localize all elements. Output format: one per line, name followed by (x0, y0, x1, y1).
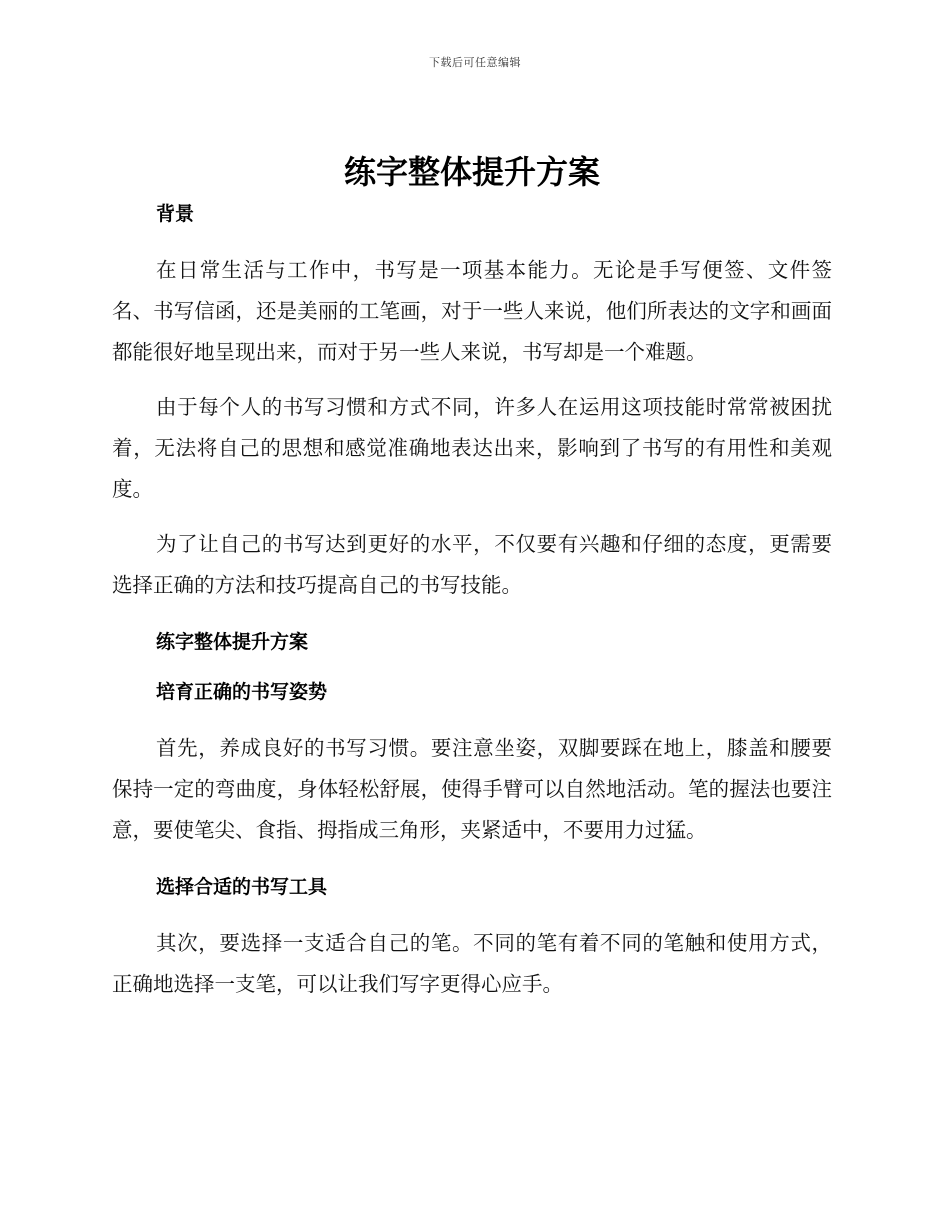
section-heading-plan: 练字整体提升方案 (156, 631, 309, 653)
paragraph-tools-1: 其次，要选择一支适合自己的笔。不同的笔有着不同的笔触和使用方式，正确地选择一支笔，可以让我们写字更得心应手。 (112, 931, 832, 996)
section-heading-tools: 选择合适的书写工具 (156, 876, 328, 898)
section-heading-posture: 培育正确的书写姿势 (156, 681, 328, 703)
paragraph-posture-1: 首先，养成良好的书写习惯。要注意坐姿，双脚要踩在地上，膝盖和腰要保持一定的弯曲度，身体轻松舒展，使得手臂可以自然地活动。笔的握法也要注意，要使笔尖、食指、拇指成三角形，夹紧适中，不要用力过猛。 (112, 736, 832, 842)
document-body (112, 150, 832, 1005)
paragraph-background-3: 为了让自己的书写达到更好的水平，不仅要有兴趣和仔细的态度，更需要选择正确的方法和技巧提高自己的书写技能。 (112, 532, 832, 597)
paragraph-background-1: 在日常生活与工作中，书写是一项基本能力。无论是手写便签、文件签名、书写信函，还是美丽的工笔画，对于一些人来说，他们所表达的文字和画面都能很好地呈现出来，而对于另一些人来说，书写却是一个难题。 (112, 258, 832, 364)
paragraph-background-2: 由于每个人的书写习惯和方式不同，许多人在运用这项技能时常常被困扰着，无法将自己的思想和感觉准确地表达出来，影响到了书写的有用性和美观度。 (112, 395, 832, 501)
section-heading-background: 背景 (156, 203, 195, 225)
header-note: 下载后可任意编辑 (429, 56, 521, 69)
document-title: 练字整体提升方案 (343, 153, 600, 191)
